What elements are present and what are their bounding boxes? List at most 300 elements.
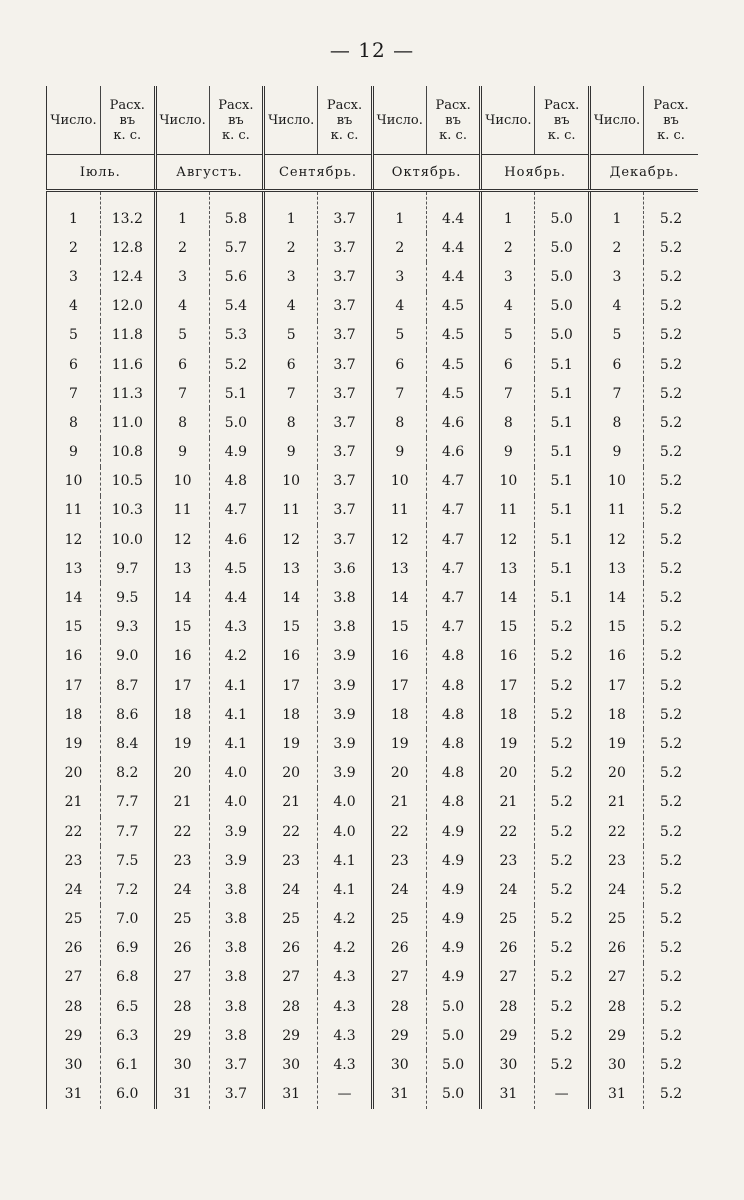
discharge-value-cell: 3.8: [209, 875, 264, 904]
table-row: [47, 759, 699, 788]
table-row: [47, 905, 699, 934]
day-number-cell: 7: [589, 379, 643, 408]
day-number-cell: 21: [372, 788, 426, 817]
discharge-value-cell: 4.0: [209, 788, 264, 817]
day-number-cell: 5: [155, 321, 209, 350]
day-number-cell: 20: [372, 759, 426, 788]
discharge-header-line: Расх.: [218, 97, 254, 113]
discharge-value-cell: 4.4: [209, 583, 264, 612]
day-number-cell: 31: [155, 1080, 209, 1109]
day-number-cell: 2: [47, 233, 101, 262]
day-number-cell: 5: [264, 321, 318, 350]
discharge-value-cell: 5.4: [209, 292, 264, 321]
day-number-cell: 13: [481, 554, 535, 583]
discharge-table: [46, 86, 698, 1109]
discharge-value-cell: 10.8: [101, 438, 156, 467]
day-number-cell: 10: [264, 467, 318, 496]
discharge-value-cell: 5.2: [643, 759, 698, 788]
discharge-header-line: въ: [553, 112, 570, 128]
day-number-cell: 28: [155, 992, 209, 1021]
day-number-cell: 26: [155, 934, 209, 963]
day-number-cell: 19: [264, 729, 318, 758]
discharge-value-cell: 5.1: [535, 408, 590, 437]
day-number-cell: 14: [589, 583, 643, 612]
day-number-cell: 25: [589, 905, 643, 934]
day-number-cell: 13: [589, 554, 643, 583]
day-number-cell: 11: [481, 496, 535, 525]
discharge-value-cell: 8.7: [101, 671, 156, 700]
day-number-cell: 28: [47, 992, 101, 1021]
discharge-value-cell: 3.7: [318, 379, 373, 408]
day-number-cell: 21: [155, 788, 209, 817]
discharge-value-cell: 3.8: [209, 1021, 264, 1050]
discharge-value-cell: 9.0: [101, 642, 156, 671]
discharge-value-cell: 9.5: [101, 583, 156, 612]
number-column-header: Число.: [264, 86, 318, 155]
number-column-header: Число.: [481, 86, 535, 155]
day-number-cell: 27: [589, 963, 643, 992]
discharge-value-cell: 5.2: [643, 262, 698, 291]
day-number-cell: 18: [264, 700, 318, 729]
discharge-value-cell: 3.9: [209, 846, 264, 875]
discharge-value-cell: 5.0: [426, 1021, 481, 1050]
discharge-value-cell: 5.1: [535, 554, 590, 583]
day-number-cell: 6: [47, 350, 101, 379]
discharge-value-cell: 4.8: [426, 700, 481, 729]
table-row: [47, 992, 699, 1021]
table-row: [47, 729, 699, 758]
discharge-value-cell: 4.5: [426, 321, 481, 350]
discharge-value-cell: 3.9: [318, 700, 373, 729]
discharge-value-cell: 5.2: [643, 321, 698, 350]
discharge-header-line: Расх.: [653, 97, 689, 113]
day-number-cell: 24: [47, 875, 101, 904]
discharge-value-cell: 4.7: [426, 496, 481, 525]
day-number-cell: 7: [372, 379, 426, 408]
discharge-column-header: [535, 86, 590, 155]
day-number-cell: 10: [155, 467, 209, 496]
day-number-cell: 28: [264, 992, 318, 1021]
month-header-row: [47, 155, 699, 191]
day-number-cell: 22: [264, 817, 318, 846]
discharge-value-cell: 4.1: [209, 729, 264, 758]
discharge-header-line: Расх.: [544, 97, 580, 113]
discharge-value-cell: 4.3: [318, 1021, 373, 1050]
discharge-value-cell: 5.2: [535, 817, 590, 846]
discharge-value-cell: 10.5: [101, 467, 156, 496]
day-number-cell: 21: [481, 788, 535, 817]
discharge-value-cell: 3.7: [318, 321, 373, 350]
table-header: [47, 86, 699, 191]
day-number-cell: 31: [481, 1080, 535, 1109]
discharge-value-cell: 6.5: [101, 992, 156, 1021]
day-number-cell: 2: [481, 233, 535, 262]
discharge-value-cell: 12.4: [101, 262, 156, 291]
day-number-cell: 18: [155, 700, 209, 729]
day-number-cell: 26: [372, 934, 426, 963]
discharge-value-cell: 4.8: [426, 642, 481, 671]
discharge-value-cell: 5.2: [535, 788, 590, 817]
discharge-value-cell: 3.7: [318, 233, 373, 262]
day-number-cell: 22: [589, 817, 643, 846]
discharge-value-cell: 5.2: [535, 934, 590, 963]
discharge-value-cell: 4.9: [426, 846, 481, 875]
discharge-value-cell: 11.6: [101, 350, 156, 379]
discharge-header-line: к. с.: [113, 127, 142, 143]
day-number-cell: 23: [264, 846, 318, 875]
day-number-cell: 23: [372, 846, 426, 875]
day-number-cell: 17: [155, 671, 209, 700]
discharge-value-cell: —: [318, 1080, 373, 1109]
discharge-value-cell: 4.1: [318, 875, 373, 904]
discharge-value-cell: 7.2: [101, 875, 156, 904]
day-number-cell: 26: [481, 934, 535, 963]
day-number-cell: 5: [481, 321, 535, 350]
discharge-value-cell: 5.2: [643, 642, 698, 671]
table-row: [47, 350, 699, 379]
day-number-cell: 15: [589, 613, 643, 642]
day-number-cell: 8: [264, 408, 318, 437]
day-number-cell: 29: [264, 1021, 318, 1050]
discharge-value-cell: 5.2: [535, 1050, 590, 1079]
day-number-cell: 30: [481, 1050, 535, 1079]
day-number-cell: 11: [264, 496, 318, 525]
discharge-value-cell: 7.0: [101, 905, 156, 934]
discharge-value-cell: 5.2: [535, 875, 590, 904]
discharge-value-cell: 10.0: [101, 525, 156, 554]
table-row: [47, 788, 699, 817]
day-number-cell: 10: [589, 467, 643, 496]
discharge-value-cell: 5.3: [209, 321, 264, 350]
discharge-value-cell: 4.6: [426, 408, 481, 437]
number-column-header: Число.: [589, 86, 643, 155]
day-number-cell: 12: [264, 525, 318, 554]
day-number-cell: 26: [264, 934, 318, 963]
day-number-cell: 3: [481, 262, 535, 291]
table-row: [47, 875, 699, 904]
day-number-cell: 6: [589, 350, 643, 379]
table-row: [47, 525, 699, 554]
discharge-header-line: въ: [663, 112, 679, 128]
discharge-header-line: к. с.: [547, 127, 576, 143]
discharge-value-cell: 5.2: [643, 379, 698, 408]
day-number-cell: 3: [372, 262, 426, 291]
discharge-value-cell: 4.9: [426, 905, 481, 934]
day-number-cell: 14: [264, 583, 318, 612]
day-number-cell: 20: [155, 759, 209, 788]
discharge-value-cell: 7.5: [101, 846, 156, 875]
day-number-cell: 8: [372, 408, 426, 437]
discharge-value-cell: 5.1: [535, 350, 590, 379]
day-number-cell: 29: [47, 1021, 101, 1050]
discharge-value-cell: 5.2: [643, 788, 698, 817]
discharge-value-cell: 4.9: [426, 817, 481, 846]
day-number-cell: 21: [264, 788, 318, 817]
day-number-cell: 9: [481, 438, 535, 467]
discharge-column-header: [318, 86, 373, 155]
discharge-value-cell: 8.6: [101, 700, 156, 729]
day-number-cell: 8: [47, 408, 101, 437]
discharge-column-header: [643, 86, 698, 155]
day-number-cell: 1: [589, 191, 643, 234]
month-label: Декабрь.: [589, 155, 698, 191]
discharge-value-cell: 4.9: [426, 875, 481, 904]
discharge-value-cell: 4.1: [209, 700, 264, 729]
day-number-cell: 17: [589, 671, 643, 700]
discharge-header-line: Расх.: [326, 97, 363, 113]
day-number-cell: 14: [47, 583, 101, 612]
day-number-cell: 11: [372, 496, 426, 525]
discharge-value-cell: 4.2: [318, 934, 373, 963]
discharge-value-cell: 4.4: [426, 233, 481, 262]
day-number-cell: 3: [589, 262, 643, 291]
discharge-value-cell: 5.0: [535, 262, 590, 291]
day-number-cell: 30: [589, 1050, 643, 1079]
discharge-value-cell: 3.7: [318, 496, 373, 525]
discharge-value-cell: 5.2: [535, 700, 590, 729]
day-number-cell: 1: [47, 191, 101, 234]
day-number-cell: 16: [372, 642, 426, 671]
day-number-cell: 12: [589, 525, 643, 554]
discharge-value-cell: 3.7: [318, 408, 373, 437]
day-number-cell: 26: [47, 934, 101, 963]
discharge-value-cell: 13.2: [101, 191, 156, 234]
day-number-cell: 14: [481, 583, 535, 612]
table-row: [47, 379, 699, 408]
discharge-value-cell: 5.0: [535, 292, 590, 321]
discharge-value-cell: 9.3: [101, 613, 156, 642]
discharge-value-cell: 5.2: [643, 496, 698, 525]
day-number-cell: 27: [372, 963, 426, 992]
discharge-value-cell: 5.0: [426, 1080, 481, 1109]
discharge-value-cell: 6.3: [101, 1021, 156, 1050]
discharge-header-line: к. с.: [221, 127, 250, 143]
discharge-value-cell: 4.2: [209, 642, 264, 671]
number-column-header: Число.: [47, 86, 101, 155]
day-number-cell: 31: [264, 1080, 318, 1109]
discharge-value-cell: 6.9: [101, 934, 156, 963]
discharge-value-cell: 3.7: [318, 525, 373, 554]
discharge-value-cell: 5.2: [643, 846, 698, 875]
day-number-cell: 7: [47, 379, 101, 408]
discharge-value-cell: 3.7: [318, 262, 373, 291]
discharge-header-line: въ: [228, 112, 244, 128]
day-number-cell: 20: [47, 759, 101, 788]
day-number-cell: 12: [47, 525, 101, 554]
discharge-value-cell: 4.9: [426, 934, 481, 963]
discharge-value-cell: 5.2: [643, 992, 698, 1021]
day-number-cell: 27: [47, 963, 101, 992]
day-number-cell: 19: [589, 729, 643, 758]
day-number-cell: 6: [481, 350, 535, 379]
discharge-value-cell: 5.1: [535, 438, 590, 467]
day-number-cell: 18: [481, 700, 535, 729]
day-number-cell: 11: [589, 496, 643, 525]
day-number-cell: 5: [47, 321, 101, 350]
table-row: [47, 846, 699, 875]
day-number-cell: 12: [155, 525, 209, 554]
discharge-value-cell: 5.1: [209, 379, 264, 408]
discharge-value-cell: 5.2: [535, 613, 590, 642]
day-number-cell: 23: [155, 846, 209, 875]
discharge-value-cell: 3.8: [209, 905, 264, 934]
day-number-cell: 11: [47, 496, 101, 525]
discharge-value-cell: 4.3: [318, 963, 373, 992]
table-row: [47, 321, 699, 350]
discharge-value-cell: 6.8: [101, 963, 156, 992]
table-row: [47, 292, 699, 321]
day-number-cell: 22: [47, 817, 101, 846]
discharge-column-header: [209, 86, 264, 155]
day-number-cell: 3: [47, 262, 101, 291]
day-number-cell: 3: [155, 262, 209, 291]
discharge-value-cell: 7.7: [101, 788, 156, 817]
day-number-cell: 16: [264, 642, 318, 671]
day-number-cell: 4: [481, 292, 535, 321]
table-row: [47, 613, 699, 642]
discharge-value-cell: 5.2: [535, 963, 590, 992]
day-number-cell: 25: [481, 905, 535, 934]
table-row: [47, 438, 699, 467]
discharge-value-cell: 5.2: [643, 233, 698, 262]
day-number-cell: 23: [589, 846, 643, 875]
discharge-value-cell: 5.2: [643, 1021, 698, 1050]
day-number-cell: 26: [589, 934, 643, 963]
discharge-value-cell: 3.7: [318, 292, 373, 321]
discharge-value-cell: 3.7: [318, 438, 373, 467]
day-number-cell: 8: [589, 408, 643, 437]
day-number-cell: 24: [589, 875, 643, 904]
discharge-value-cell: 5.2: [209, 350, 264, 379]
discharge-value-cell: 5.2: [643, 875, 698, 904]
day-number-cell: 9: [589, 438, 643, 467]
day-number-cell: 28: [589, 992, 643, 1021]
discharge-value-cell: 5.2: [643, 934, 698, 963]
discharge-value-cell: 6.0: [101, 1080, 156, 1109]
day-number-cell: 7: [481, 379, 535, 408]
day-number-cell: 10: [372, 467, 426, 496]
discharge-value-cell: 4.7: [426, 613, 481, 642]
day-number-cell: 17: [372, 671, 426, 700]
table-row: [47, 583, 699, 612]
day-number-cell: 4: [589, 292, 643, 321]
day-number-cell: 24: [264, 875, 318, 904]
discharge-value-cell: 3.8: [318, 583, 373, 612]
day-number-cell: 15: [155, 613, 209, 642]
day-number-cell: 9: [372, 438, 426, 467]
day-number-cell: 6: [155, 350, 209, 379]
discharge-value-cell: 3.7: [209, 1080, 264, 1109]
discharge-value-cell: 5.2: [535, 1021, 590, 1050]
day-number-cell: 10: [481, 467, 535, 496]
discharge-value-cell: 12.0: [101, 292, 156, 321]
discharge-value-cell: 3.7: [318, 467, 373, 496]
discharge-value-cell: 4.7: [426, 525, 481, 554]
table-row: [47, 700, 699, 729]
day-number-cell: 3: [264, 262, 318, 291]
day-number-cell: 1: [264, 191, 318, 234]
day-number-cell: 4: [264, 292, 318, 321]
discharge-value-cell: 3.9: [209, 817, 264, 846]
discharge-value-cell: 5.2: [643, 554, 698, 583]
discharge-value-cell: 5.1: [535, 379, 590, 408]
discharge-value-cell: 5.2: [643, 292, 698, 321]
discharge-value-cell: 5.2: [535, 846, 590, 875]
discharge-value-cell: 5.2: [535, 729, 590, 758]
day-number-cell: 4: [47, 292, 101, 321]
discharge-value-cell: 12.8: [101, 233, 156, 262]
discharge-value-cell: 4.7: [426, 467, 481, 496]
day-number-cell: 10: [47, 467, 101, 496]
discharge-value-cell: 3.6: [318, 554, 373, 583]
day-number-cell: 31: [372, 1080, 426, 1109]
discharge-value-cell: 5.8: [209, 191, 264, 234]
discharge-value-cell: 5.2: [643, 191, 698, 234]
day-number-cell: 8: [481, 408, 535, 437]
day-number-cell: 31: [47, 1080, 101, 1109]
day-number-cell: 20: [481, 759, 535, 788]
day-number-cell: 16: [589, 642, 643, 671]
discharge-value-cell: 5.2: [643, 525, 698, 554]
discharge-value-cell: 5.0: [426, 1050, 481, 1079]
table-row: [47, 1080, 699, 1109]
month-label: Ноябрь.: [481, 155, 590, 191]
day-number-cell: 5: [372, 321, 426, 350]
discharge-value-cell: 3.8: [209, 992, 264, 1021]
discharge-column-header: [101, 86, 156, 155]
day-number-cell: 13: [372, 554, 426, 583]
discharge-value-cell: 3.7: [209, 1050, 264, 1079]
discharge-value-cell: 5.0: [535, 233, 590, 262]
discharge-value-cell: 4.3: [318, 992, 373, 1021]
discharge-value-cell: 11.0: [101, 408, 156, 437]
day-number-cell: 1: [481, 191, 535, 234]
discharge-value-cell: 5.2: [535, 642, 590, 671]
day-number-cell: 2: [372, 233, 426, 262]
day-number-cell: 27: [155, 963, 209, 992]
day-number-cell: 14: [155, 583, 209, 612]
discharge-value-cell: 5.2: [643, 817, 698, 846]
day-number-cell: 17: [264, 671, 318, 700]
discharge-value-cell: 11.3: [101, 379, 156, 408]
discharge-value-cell: 11.8: [101, 321, 156, 350]
day-number-cell: 11: [155, 496, 209, 525]
discharge-column-header: [426, 86, 481, 155]
table-row: [47, 934, 699, 963]
day-number-cell: 25: [264, 905, 318, 934]
month-label: Сентябрь.: [264, 155, 373, 191]
number-column-header: Число.: [155, 86, 209, 155]
discharge-value-cell: 4.4: [426, 262, 481, 291]
discharge-value-cell: 4.3: [209, 613, 264, 642]
day-number-cell: 28: [372, 992, 426, 1021]
discharge-value-cell: 4.4: [426, 191, 481, 234]
day-number-cell: 30: [372, 1050, 426, 1079]
discharge-value-cell: 4.8: [426, 759, 481, 788]
discharge-value-cell: 5.2: [535, 671, 590, 700]
discharge-value-cell: 3.7: [318, 191, 373, 234]
discharge-value-cell: 5.1: [535, 496, 590, 525]
day-number-cell: 22: [372, 817, 426, 846]
table-row: [47, 262, 699, 291]
day-number-cell: 16: [155, 642, 209, 671]
day-number-cell: 29: [589, 1021, 643, 1050]
table-row: [47, 1021, 699, 1050]
discharge-value-cell: 9.7: [101, 554, 156, 583]
day-number-cell: 6: [264, 350, 318, 379]
discharge-value-cell: 5.0: [535, 321, 590, 350]
day-number-cell: 15: [372, 613, 426, 642]
